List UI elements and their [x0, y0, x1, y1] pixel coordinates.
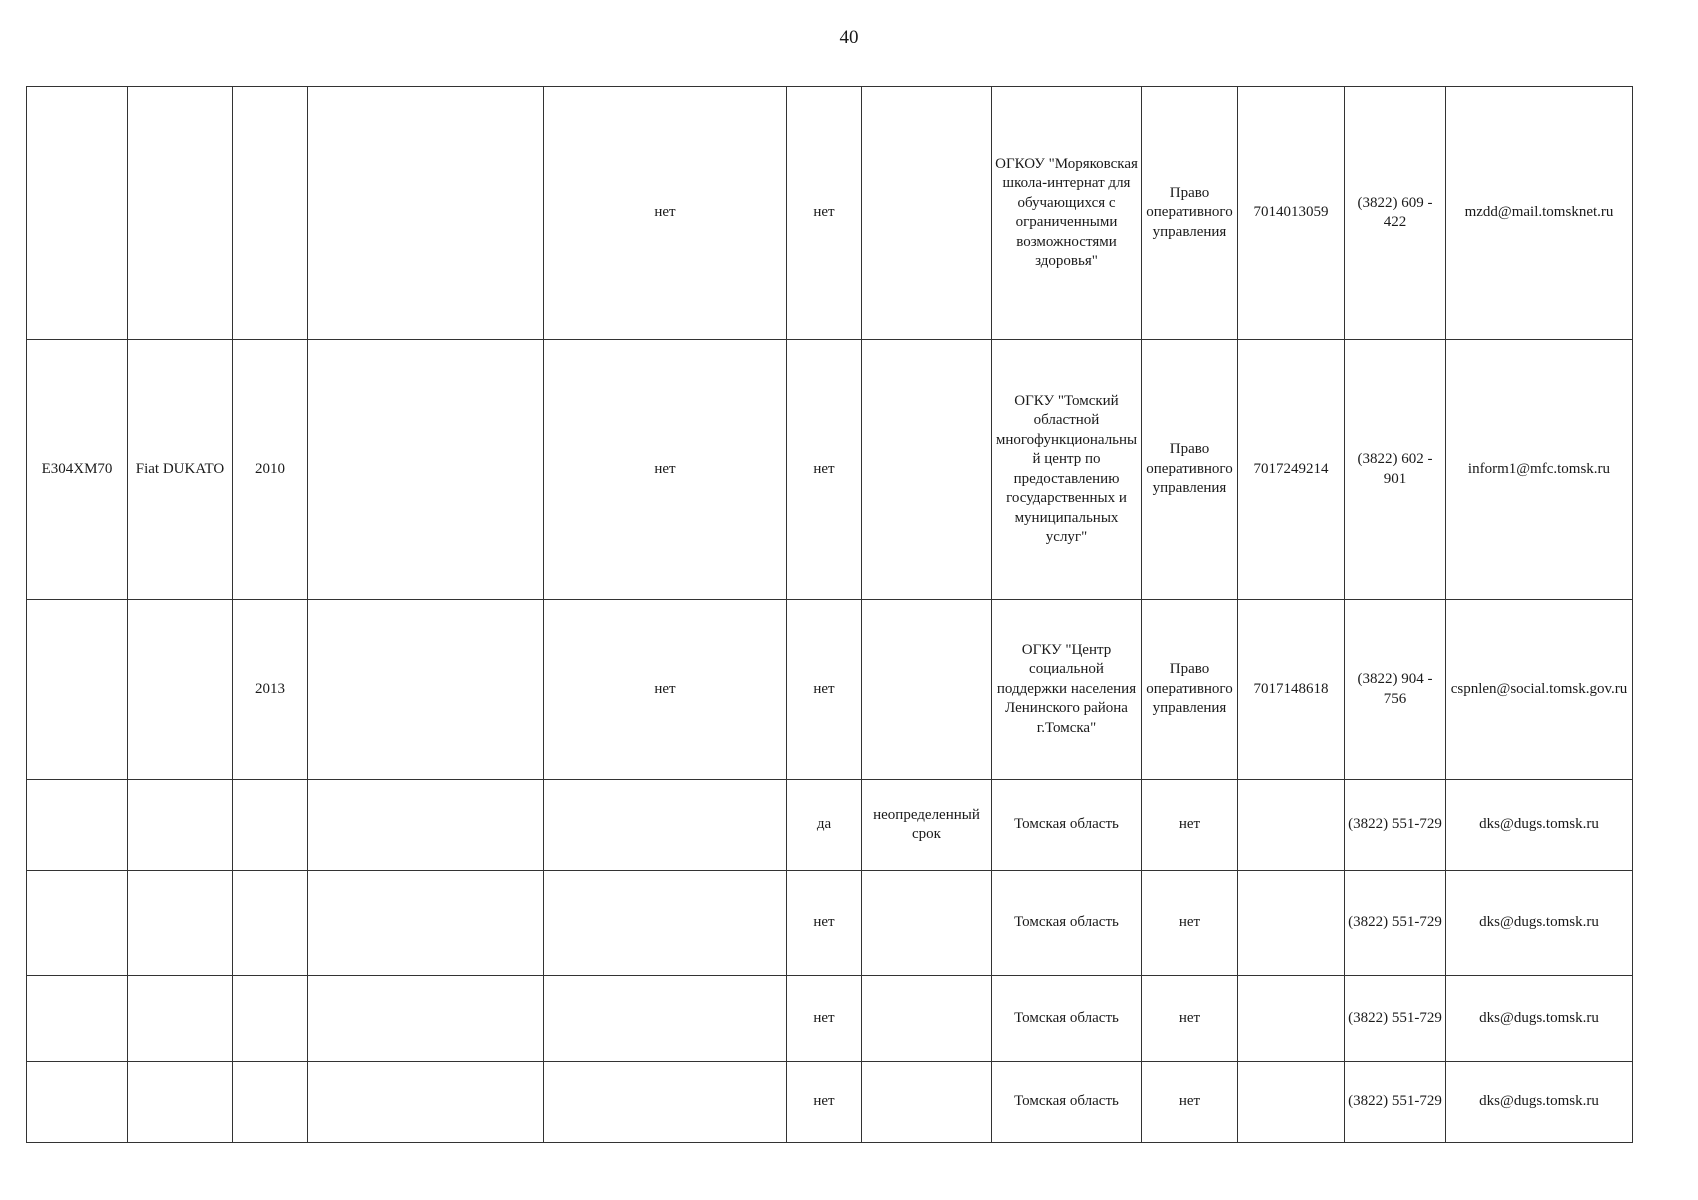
right-cell: нет: [1142, 976, 1238, 1062]
table-row: [27, 600, 1633, 780]
phone-cell: (3822) 904 - 756: [1345, 600, 1446, 780]
email-cell: dks@dugs.tomsk.ru: [1446, 780, 1633, 871]
term-cell: [862, 87, 992, 340]
right-cell: нет: [1142, 780, 1238, 871]
blank-cell: [308, 600, 544, 780]
property-registry-table: [26, 86, 1633, 1143]
holder-cell: ОГКУ "Томский областной многофункциональный центр по предоставлению государственных и муниципальных услуг": [992, 340, 1142, 600]
table-row: [27, 780, 1633, 871]
blank-cell: [308, 87, 544, 340]
model-cell: [128, 1062, 233, 1143]
email-cell: dks@dugs.tomsk.ru: [1446, 976, 1633, 1062]
table-row: [27, 87, 1633, 340]
email-cell: dks@dugs.tomsk.ru: [1446, 1062, 1633, 1143]
plate-cell: [27, 600, 128, 780]
holder-cell: ОГКОУ "Моряковская школа-интернат для обучающихся с ограниченными возможностями здоровья": [992, 87, 1142, 340]
plate-cell: [27, 87, 128, 340]
model-cell: [128, 780, 233, 871]
term-cell: [862, 976, 992, 1062]
flag-cell: [544, 780, 787, 871]
email-cell: mzdd@mail.tomsknet.ru: [1446, 87, 1633, 340]
term-cell: [862, 871, 992, 976]
flag-cell: нет: [787, 871, 862, 976]
year-cell: [233, 1062, 308, 1143]
model-cell: [128, 87, 233, 340]
inn-cell: [1238, 780, 1345, 871]
year-cell: 2010: [233, 340, 308, 600]
inn-cell: [1238, 871, 1345, 976]
plate-cell: [27, 976, 128, 1062]
plate-cell: Е304ХМ70: [27, 340, 128, 600]
holder-cell: ОГКУ "Центр социальной поддержки населения Ленинского района г.Томска": [992, 600, 1142, 780]
inn-cell: [1238, 1062, 1345, 1143]
blank-cell: [308, 340, 544, 600]
table-row: [27, 340, 1633, 600]
table-row: [27, 1062, 1633, 1143]
year-cell: [233, 780, 308, 871]
year-cell: [233, 976, 308, 1062]
blank-cell: [308, 780, 544, 871]
inn-cell: 7014013059: [1238, 87, 1345, 340]
flag-cell: нет: [787, 1062, 862, 1143]
page-number: 40: [839, 27, 859, 48]
plate-cell: [27, 780, 128, 871]
blank-cell: [308, 976, 544, 1062]
year-cell: [233, 871, 308, 976]
phone-cell: (3822) 551-729: [1345, 1062, 1446, 1143]
model-cell: Fiat DUKATO: [128, 340, 233, 600]
table-row: [27, 871, 1633, 976]
phone-cell: (3822) 551-729: [1345, 976, 1446, 1062]
flag-cell: [544, 1062, 787, 1143]
right-cell: Право оперативного управления: [1142, 600, 1238, 780]
right-cell: нет: [1142, 1062, 1238, 1143]
holder-cell: Томская область: [992, 976, 1142, 1062]
flag-cell: нет: [787, 340, 862, 600]
flag-cell: да: [787, 780, 862, 871]
email-cell: dks@dugs.tomsk.ru: [1446, 871, 1633, 976]
phone-cell: (3822) 609 - 422: [1345, 87, 1446, 340]
term-cell: неопределенный срок: [862, 780, 992, 871]
inn-cell: [1238, 976, 1345, 1062]
holder-cell: Томская область: [992, 871, 1142, 976]
year-cell: 2013: [233, 600, 308, 780]
table-row: [27, 976, 1633, 1062]
holder-cell: Томская область: [992, 780, 1142, 871]
flag-cell: нет: [544, 87, 787, 340]
email-cell: inform1@mfc.tomsk.ru: [1446, 340, 1633, 600]
term-cell: [862, 1062, 992, 1143]
right-cell: Право оперативного управления: [1142, 87, 1238, 340]
right-cell: Право оперативного управления: [1142, 340, 1238, 600]
blank-cell: [308, 871, 544, 976]
blank-cell: [308, 1062, 544, 1143]
flag-cell: нет: [544, 340, 787, 600]
plate-cell: [27, 1062, 128, 1143]
flag-cell: [544, 871, 787, 976]
model-cell: [128, 600, 233, 780]
flag-cell: нет: [787, 600, 862, 780]
inn-cell: 7017148618: [1238, 600, 1345, 780]
flag-cell: [544, 976, 787, 1062]
plate-cell: [27, 871, 128, 976]
term-cell: [862, 600, 992, 780]
email-cell: cspnlen@social.tomsk.gov.ru: [1446, 600, 1633, 780]
phone-cell: (3822) 602 - 901: [1345, 340, 1446, 600]
model-cell: [128, 976, 233, 1062]
term-cell: [862, 340, 992, 600]
model-cell: [128, 871, 233, 976]
phone-cell: (3822) 551-729: [1345, 780, 1446, 871]
flag-cell: нет: [787, 976, 862, 1062]
year-cell: [233, 87, 308, 340]
right-cell: нет: [1142, 871, 1238, 976]
holder-cell: Томская область: [992, 1062, 1142, 1143]
flag-cell: нет: [544, 600, 787, 780]
phone-cell: (3822) 551-729: [1345, 871, 1446, 976]
flag-cell: нет: [787, 87, 862, 340]
inn-cell: 7017249214: [1238, 340, 1345, 600]
